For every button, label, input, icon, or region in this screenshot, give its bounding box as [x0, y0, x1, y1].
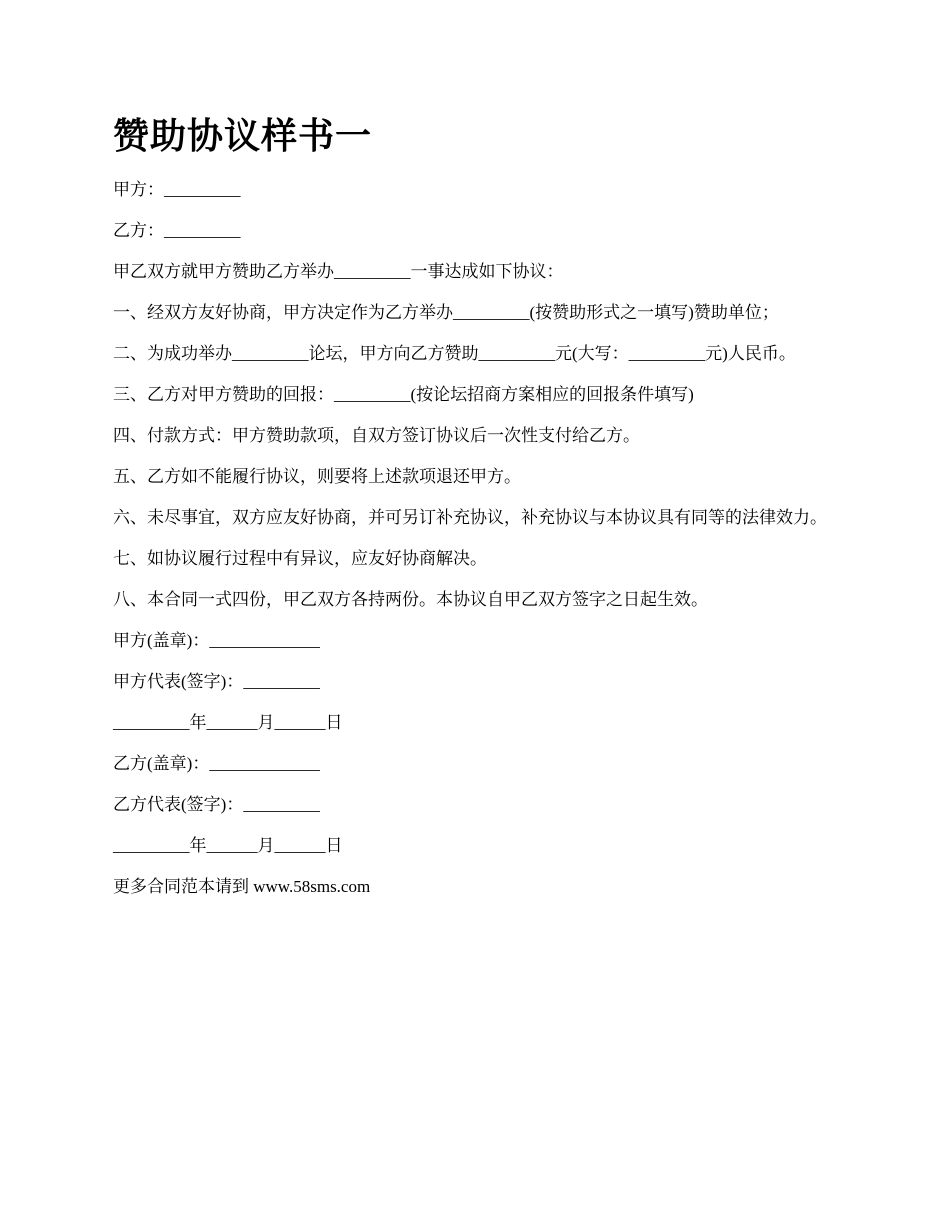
clause-1: 一、经双方友好协商，甲方决定作为乙方举办_________(按赞助形式之一填写)赞助单位；	[113, 303, 779, 322]
clause-7: 七、如协议履行过程中有异议，应友好协商解决。	[113, 549, 487, 568]
party-a-seal-line: 甲方(盖章)：_____________	[113, 631, 320, 650]
clause-5: 五、乙方如不能履行协议，则要将上述款项退还甲方。	[113, 467, 521, 486]
party-b-line: 乙方：_________	[113, 221, 241, 240]
party-b-representative-line: 乙方代表(签字)：_________	[113, 795, 320, 814]
clause-2: 二、为成功举办_________论坛，甲方向乙方赞助_________元(大写：_________元)人民币。	[113, 344, 796, 363]
clause-6: 六、未尽事宜，双方应友好协商，并可另订补充协议，补充协议与本协议具有同等的法律效力。	[113, 508, 827, 527]
party-b-date-line: _________年______月______日	[113, 836, 343, 855]
clause-8: 八、本合同一式四份，甲乙双方各持两份。本协议自甲乙双方签字之日起生效。	[113, 590, 708, 609]
agreement-intro: 甲乙双方就甲方赞助乙方举办_________一事达成如下协议：	[113, 262, 564, 281]
document-body	[113, 179, 841, 917]
party-a-date-line: _________年______月______日	[113, 713, 343, 732]
document-title: 赞助协议样书一	[113, 116, 373, 156]
party-a-representative-line: 甲方代表(签字)：_________	[113, 672, 320, 691]
party-a-line: 甲方：_________	[113, 180, 241, 199]
clause-3: 三、乙方对甲方赞助的回报：_________(按论坛招商方案相应的回报条件填写)	[113, 385, 694, 404]
party-b-seal-line: 乙方(盖章)：_____________	[113, 754, 320, 773]
footer-note: 更多合同范本请到 www.58sms.com	[113, 877, 371, 896]
clause-4: 四、付款方式：甲方赞助款项，自双方签订协议后一次性支付给乙方。	[113, 426, 640, 445]
